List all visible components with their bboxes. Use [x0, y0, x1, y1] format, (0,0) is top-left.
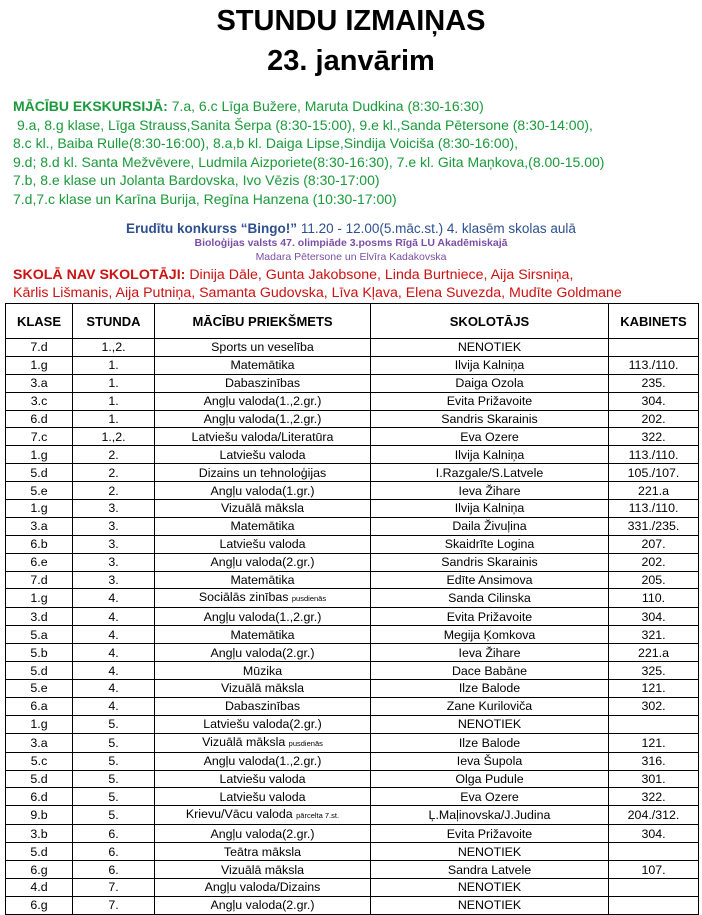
- cell-stunda: 5.: [73, 715, 155, 733]
- cell-subject: [155, 446, 371, 464]
- cell-stunda: 5.: [73, 806, 155, 825]
- cell-room: 105./107.: [609, 464, 699, 482]
- cell-klase: 5.d: [6, 770, 73, 788]
- cell-stunda: 5.: [73, 788, 155, 806]
- excursion-label: MĀCĪBU EKSKURSIJĀ:: [13, 98, 168, 114]
- cell-teacher: Ilvija Kalniņa: [371, 446, 609, 464]
- cell-klase: 1.g: [6, 500, 73, 518]
- cell-stunda: 2.: [73, 446, 155, 464]
- cell-teacher: Ilze Balode: [371, 680, 609, 698]
- subject-name: Latviešu valoda: [219, 447, 306, 462]
- cell-klase: 1.g: [6, 715, 73, 733]
- cell-teacher: Ilze Balode: [371, 733, 609, 752]
- cell-room: 235.: [609, 374, 699, 392]
- cell-room: [609, 843, 699, 861]
- cell-subject: [155, 500, 371, 518]
- table-row: [6, 697, 699, 715]
- table-row: [6, 535, 699, 553]
- cell-klase: 5.d: [6, 464, 73, 482]
- cell-room: 113./110.: [609, 356, 699, 374]
- table-row: [6, 339, 699, 357]
- cell-room: [609, 339, 699, 357]
- cell-teacher: Ieva Šupola: [371, 752, 609, 770]
- cell-room: 121.: [609, 733, 699, 752]
- cell-subject: [155, 896, 371, 914]
- cell-teacher: NENOTIEK: [371, 339, 609, 357]
- cell-subject: [155, 392, 371, 410]
- table-row: [6, 715, 699, 733]
- cell-room: 221.a: [609, 482, 699, 500]
- cell-teacher: NENOTIEK: [371, 896, 609, 914]
- cell-teacher: Ieva Žihare: [371, 482, 609, 500]
- absent-line: Kārlis Lišmanis, Aija Putniņa, Samanta Gudovska, Līva Kļava, Elena Suvezda, Mudīte Goldmane: [13, 285, 622, 301]
- cell-subject: [155, 752, 371, 770]
- cell-room: 304.: [609, 392, 699, 410]
- table-row: [6, 589, 699, 608]
- cell-room: 113./110.: [609, 500, 699, 518]
- subject-name: Latviešu valoda: [219, 537, 306, 552]
- subject-name: Latviešu valoda: [219, 789, 306, 804]
- cell-teacher: Edīte Ansimova: [371, 571, 609, 589]
- cell-subject: [155, 482, 371, 500]
- subject-name: Teātra māksla: [223, 844, 302, 859]
- excursion-line: 7.d,7.c klase un Karīna Burija, Regīna Hanzena (10:30-17:00): [13, 190, 397, 207]
- cell-stunda: 7.: [73, 896, 155, 914]
- cell-klase: 7.d: [6, 339, 73, 357]
- cell-teacher: Olga Pudule: [371, 770, 609, 788]
- cell-stunda: 4.: [73, 680, 155, 698]
- subject-note: pārcelta 7.st.: [296, 811, 340, 821]
- cell-subject: [155, 644, 371, 662]
- table-row: [6, 806, 699, 825]
- column-header-kabinets: KABINETS: [609, 304, 699, 339]
- cell-teacher: Evita Prižavoite: [371, 825, 609, 843]
- column-header-klase: KLASE: [6, 304, 73, 339]
- excursion-line: 9.a, 8.g klase, Līga Strauss,Sanita Šerpa (8:30-15:00), 9.e kl.,Sanda Pētersone (8:30-14:00),: [17, 116, 593, 133]
- cell-klase: 5.d: [6, 843, 73, 861]
- cell-stunda: 6.: [73, 861, 155, 879]
- cell-subject: [155, 356, 371, 374]
- cell-room: [609, 715, 699, 733]
- subject-name: Dizains un tehnoloģijas: [198, 465, 327, 480]
- table-row: [6, 680, 699, 698]
- cell-teacher: Sandra Latvele: [371, 861, 609, 879]
- table-row: [6, 608, 699, 626]
- olympiad-teachers: Madara Pētersone un Elvīra Kadakovska: [255, 251, 447, 263]
- cell-stunda: 1.: [73, 410, 155, 428]
- cell-teacher: Skaidrīte Logina: [371, 535, 609, 553]
- cell-subject: [155, 608, 371, 626]
- absent-teachers-section: [13, 266, 701, 302]
- cell-stunda: 1.: [73, 392, 155, 410]
- cell-stunda: 5.: [73, 752, 155, 770]
- cell-stunda: 2.: [73, 482, 155, 500]
- cell-subject: [155, 788, 371, 806]
- excursion-line: 8.c kl., Baiba Rulle(8:30-16:00), 8.a,b kl. Daiga Lipse,Sindija Voiciša (8:30-16:00),: [13, 135, 519, 152]
- cell-teacher: Sandris Skarainis: [371, 410, 609, 428]
- cell-room: 331./235.: [609, 517, 699, 535]
- cell-room: [609, 896, 699, 914]
- cell-subject: [155, 733, 371, 752]
- cell-klase: 5.e: [6, 680, 73, 698]
- page-title: STUNDU IZMAIŅAS: [216, 5, 486, 37]
- table-row: [6, 446, 699, 464]
- cell-stunda: 1.,2.: [73, 428, 155, 446]
- subject-name: Angļu valoda(2.gr.): [210, 645, 315, 660]
- cell-subject: [155, 517, 371, 535]
- subject-name: Vizuālā māksla: [220, 862, 305, 877]
- cell-subject: [155, 339, 371, 357]
- cell-klase: 6.d: [6, 788, 73, 806]
- subject-name: Angļu valoda(1.gr.): [210, 483, 315, 498]
- table-row: [6, 500, 699, 518]
- cell-klase: 9.b: [6, 806, 73, 825]
- cell-teacher: Eva Ozere: [371, 428, 609, 446]
- cell-room: 113./110.: [609, 446, 699, 464]
- cell-subject: [155, 410, 371, 428]
- cell-klase: 1.g: [6, 356, 73, 374]
- subject-name: Angļu valoda(1.,2.gr.): [203, 394, 322, 409]
- table-row: [6, 626, 699, 644]
- subject-name: Angļu valoda(1.,2.gr.): [203, 754, 322, 769]
- table-row: [6, 843, 699, 861]
- cell-room: 221.a: [609, 644, 699, 662]
- cell-stunda: 4.: [73, 697, 155, 715]
- cell-klase: 1.g: [6, 446, 73, 464]
- column-header-prieksmets: MĀCĪBU PRIEKŠMETS: [155, 304, 371, 339]
- cell-room: 322.: [609, 788, 699, 806]
- cell-teacher: I.Razgale/S.Latvele: [371, 464, 609, 482]
- cell-subject: [155, 374, 371, 392]
- cell-stunda: 2.: [73, 464, 155, 482]
- contest-details: 11.20 - 12.00(5.māc.st.) 4. klasēm skolas aulā: [300, 221, 576, 236]
- cell-subject: [155, 535, 371, 553]
- cell-stunda: 4.: [73, 608, 155, 626]
- cell-teacher: Ilvija Kalniņa: [371, 356, 609, 374]
- cell-teacher: Zane Kuriloviča: [371, 697, 609, 715]
- cell-stunda: 1.,2.: [73, 339, 155, 357]
- absent-line: SKOLĀ NAV SKOLOTĀJI: Dinija Dāle, Gunta Jakobsone, Linda Burtniece, Aija Sirsniņa,: [13, 267, 574, 283]
- cell-room: 121.: [609, 680, 699, 698]
- cell-room: 204./312.: [609, 806, 699, 825]
- cell-subject: [155, 571, 371, 589]
- cell-stunda: 5.: [73, 770, 155, 788]
- cell-klase: 3.b: [6, 825, 73, 843]
- cell-teacher: Evita Prižavoite: [371, 392, 609, 410]
- table-row: [6, 356, 699, 374]
- excursion-section: [13, 97, 698, 209]
- cell-subject: [155, 464, 371, 482]
- cell-room: [609, 879, 699, 897]
- subject-name: Vizuālā māksla: [220, 681, 305, 696]
- cell-stunda: 5.: [73, 733, 155, 752]
- subject-name: Latviešu valoda/Literatūra: [191, 429, 334, 444]
- table-row: [6, 392, 699, 410]
- cell-klase: 6.e: [6, 553, 73, 571]
- cell-klase: 5.c: [6, 752, 73, 770]
- column-header-stunda: STUNDA: [73, 304, 155, 339]
- table-row: [6, 733, 699, 752]
- subject-name: Angļu valoda(1.,2.gr.): [203, 412, 322, 426]
- cell-klase: 7.d: [6, 571, 73, 589]
- cell-klase: 5.a: [6, 626, 73, 644]
- cell-stunda: 4.: [73, 662, 155, 680]
- cell-stunda: 3.: [73, 517, 155, 535]
- cell-room: 302.: [609, 697, 699, 715]
- cell-klase: 5.b: [6, 644, 73, 662]
- table-row: [6, 428, 699, 446]
- cell-room: 301.: [609, 770, 699, 788]
- subject-name: Dabaszinības: [224, 376, 301, 391]
- cell-room: 316.: [609, 752, 699, 770]
- cell-stunda: 4.: [73, 626, 155, 644]
- cell-subject: [155, 589, 371, 608]
- table-row: [6, 896, 699, 914]
- column-header-skolotajs: SKOLOTĀJS: [371, 304, 609, 339]
- subject-name: Latviešu valoda(2.gr.): [203, 717, 322, 732]
- table-row: [6, 464, 699, 482]
- table-row: [6, 374, 699, 392]
- cell-subject: [155, 861, 371, 879]
- cell-klase: 1.g: [6, 589, 73, 608]
- table-row: [6, 662, 699, 680]
- cell-room: 202.: [609, 553, 699, 571]
- subject-name: Vizuālā māksla: [220, 501, 305, 516]
- cell-klase: 4.d: [6, 879, 73, 897]
- olympiad-notice: Bioloģijas valsts 47. olimpiāde 3.posms Rīgā LU Akadēmiskajā: [194, 237, 508, 249]
- cell-teacher: Megija Ķomkova: [371, 626, 609, 644]
- cell-subject: [155, 697, 371, 715]
- cell-stunda: 3.: [73, 553, 155, 571]
- cell-klase: 3.a: [6, 374, 73, 392]
- cell-subject: [155, 626, 371, 644]
- table-row: [6, 644, 699, 662]
- subject-name: Angļu valoda(2.gr.): [210, 555, 315, 570]
- cell-teacher: Sanda Cilinska: [371, 589, 609, 608]
- excursion-line: 7.b, 8.e klase un Jolanta Bardovska, Ivo Vēzis (8:30-17:00): [13, 172, 380, 189]
- table-row: [6, 571, 699, 589]
- cell-subject: [155, 879, 371, 897]
- cell-stunda: 4.: [73, 589, 155, 608]
- cell-subject: [155, 715, 371, 733]
- subject-name: Latviešu valoda: [219, 772, 306, 787]
- subject-name: Sociālās zinības: [198, 590, 289, 605]
- subject-name: Sports un veselība: [211, 340, 314, 355]
- cell-klase: 3.a: [6, 517, 73, 535]
- cell-teacher: NENOTIEK: [371, 879, 609, 897]
- table-row: [6, 825, 699, 843]
- cell-teacher: Dace Babāne: [371, 662, 609, 680]
- cell-stunda: 6.: [73, 825, 155, 843]
- subject-name: Angļu valoda(2.gr.): [210, 898, 315, 913]
- subject-name: Matemātika: [230, 519, 295, 534]
- cell-room: 304.: [609, 825, 699, 843]
- table-row: [6, 517, 699, 535]
- cell-subject: [155, 770, 371, 788]
- cell-room: 325.: [609, 662, 699, 680]
- table-row: [6, 553, 699, 571]
- cell-room: 321.: [609, 626, 699, 644]
- table-row: [6, 410, 699, 428]
- cell-subject: [155, 806, 371, 825]
- subject-name: Krievu/Vācu valoda: [185, 807, 293, 822]
- subject-name: Angļu valoda(2.gr.): [210, 826, 315, 841]
- cell-klase: 6.d: [6, 410, 73, 428]
- subject-name: Dabaszinības: [224, 699, 301, 714]
- cell-teacher: Daila Živuļina: [371, 517, 609, 535]
- table-row: [6, 752, 699, 770]
- cell-teacher: Evita Prižavoite: [371, 608, 609, 626]
- cell-klase: 3.a: [6, 733, 73, 752]
- cell-klase: 7.c: [6, 428, 73, 446]
- excursion-line: MĀCĪBU EKSKURSIJĀ: 7.a, 6.c Līga Bužere, Maruta Dudkina (8:30-16:30): [13, 98, 484, 114]
- subject-name: Angļu valoda(1.,2.gr.): [203, 609, 322, 624]
- excursion-line: 9.d; 8.d kl. Santa Mežvēvere, Ludmila Aizporiete(8:30-16:30), 7.e kl. Gita Maņkova,(8.00-15.00): [13, 153, 605, 170]
- cell-stunda: 6.: [73, 843, 155, 861]
- cell-klase: 6.g: [6, 861, 73, 879]
- cell-teacher: Ļ.Maļinovska/J.Judina: [371, 806, 609, 825]
- cell-teacher: Daiga Ozola: [371, 374, 609, 392]
- cell-klase: 3.d: [6, 608, 73, 626]
- cell-klase: 3.c: [6, 392, 73, 410]
- cell-subject: [155, 553, 371, 571]
- table-row: [6, 879, 699, 897]
- cell-teacher: NENOTIEK: [371, 843, 609, 861]
- cell-room: 304.: [609, 608, 699, 626]
- cell-stunda: 3.: [73, 500, 155, 518]
- cell-stunda: 3.: [73, 571, 155, 589]
- subject-note: pusdienās: [288, 738, 323, 748]
- cell-klase: 6.a: [6, 697, 73, 715]
- subject-name: Angļu valoda/Dizains: [204, 880, 321, 895]
- table-row: [6, 482, 699, 500]
- contest-notice: [0, 221, 702, 236]
- subject-name: Matemātika: [230, 573, 295, 588]
- table-row: [6, 770, 699, 788]
- cell-subject: [155, 825, 371, 843]
- cell-teacher: Ilvija Kalniņa: [371, 500, 609, 518]
- cell-subject: [155, 428, 371, 446]
- table-row: [6, 788, 699, 806]
- cell-klase: 6.b: [6, 535, 73, 553]
- cell-room: 107.: [609, 861, 699, 879]
- contest-name: Erudītu konkurss “Bingo!”: [126, 221, 298, 236]
- cell-stunda: 3.: [73, 535, 155, 553]
- cell-room: 205.: [609, 571, 699, 589]
- schedule-body: [6, 339, 699, 915]
- absent-label: SKOLĀ NAV SKOLOTĀJI:: [13, 267, 186, 283]
- table-header-row: [6, 304, 699, 339]
- cell-room: 202.: [609, 410, 699, 428]
- cell-teacher: NENOTIEK: [371, 715, 609, 733]
- cell-subject: [155, 662, 371, 680]
- schedule-table: [5, 303, 699, 915]
- cell-room: 110.: [609, 589, 699, 608]
- cell-room: 207.: [609, 535, 699, 553]
- cell-room: 322.: [609, 428, 699, 446]
- cell-klase: 5.e: [6, 482, 73, 500]
- cell-teacher: Eva Ozere: [371, 788, 609, 806]
- cell-teacher: Sandris Skarainis: [371, 553, 609, 571]
- table-row: [6, 861, 699, 879]
- page-date: 23. janvārim: [267, 45, 435, 77]
- cell-stunda: 1.: [73, 374, 155, 392]
- cell-stunda: 1.: [73, 356, 155, 374]
- subject-name: Vizuālā māksla: [202, 734, 286, 749]
- cell-subject: [155, 680, 371, 698]
- cell-stunda: 7.: [73, 879, 155, 897]
- cell-klase: 6.g: [6, 896, 73, 914]
- cell-subject: [155, 843, 371, 861]
- cell-klase: 5.d: [6, 662, 73, 680]
- subject-note: pusdienās: [291, 594, 327, 604]
- cell-stunda: 4.: [73, 644, 155, 662]
- subject-name: Matemātika: [230, 358, 295, 373]
- cell-teacher: Ieva Žihare: [371, 644, 609, 662]
- subject-name: Mūzika: [242, 663, 283, 678]
- subject-name: Matemātika: [230, 627, 295, 642]
